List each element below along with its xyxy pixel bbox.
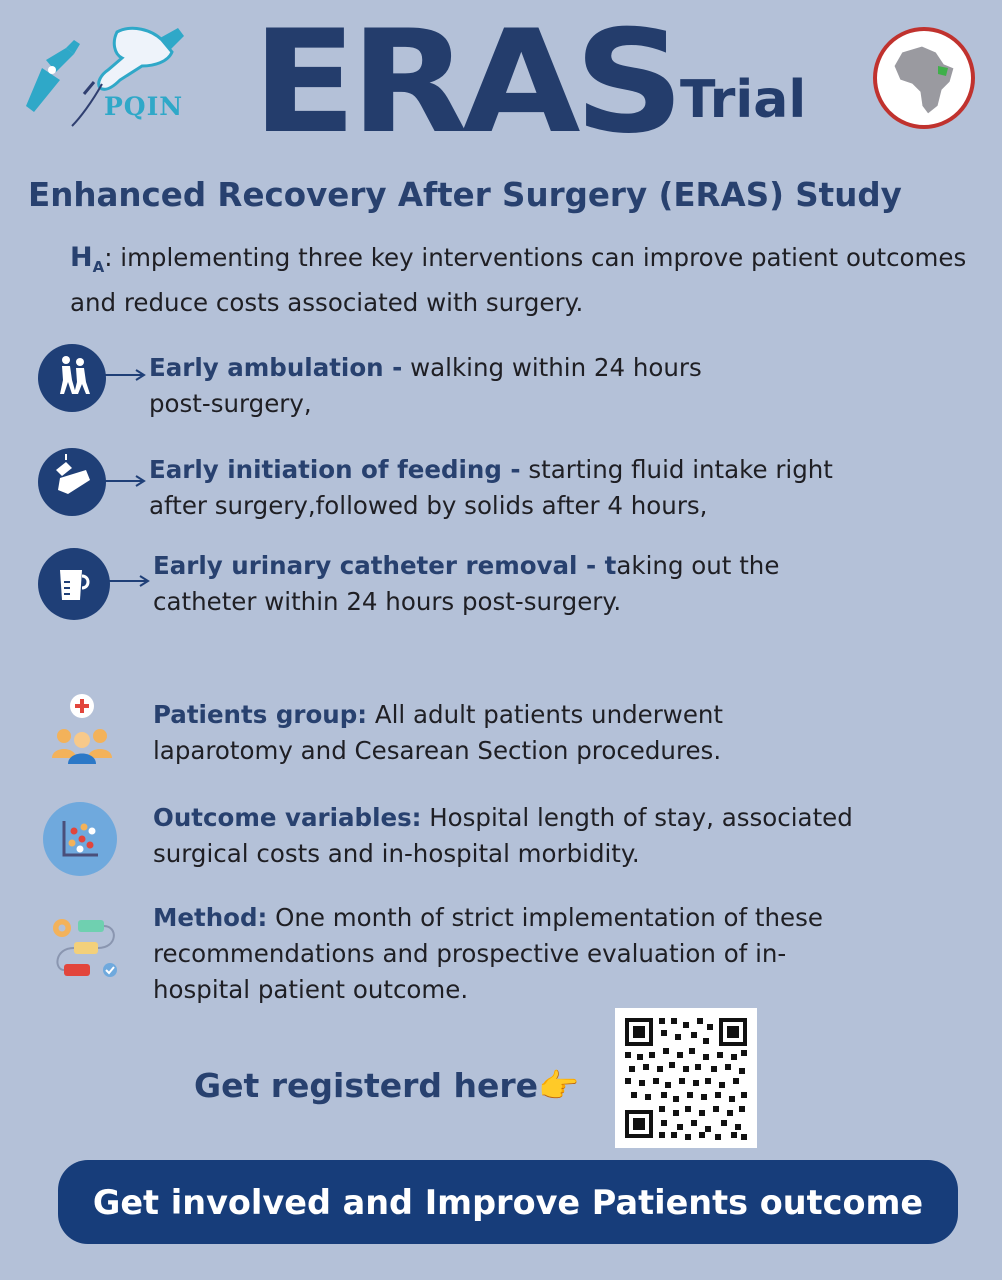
intervention-text-line2: after surgery,followed by solids after 4 hours, bbox=[149, 491, 708, 520]
method-label: Method: bbox=[153, 903, 268, 932]
arrow-right-icon bbox=[108, 574, 152, 588]
patients-group bbox=[153, 697, 723, 769]
method-text: One month of strict implementation of these bbox=[267, 903, 823, 932]
workflow-icon bbox=[48, 912, 124, 986]
intervention-early-catheter-removal bbox=[153, 548, 779, 620]
intervention-text: starting fluid intake right bbox=[520, 455, 833, 484]
hypothesis bbox=[70, 240, 980, 321]
hypothesis-subscript: A bbox=[92, 258, 105, 276]
intervention-lead: Early urinary catheter removal - t bbox=[153, 551, 617, 580]
patients-group-label: Patients group: bbox=[153, 700, 368, 729]
register-prompt bbox=[194, 1066, 579, 1106]
registration-qr-code[interactable] bbox=[615, 1008, 757, 1148]
eras-title: ERAS bbox=[252, 0, 679, 165]
outcome-variables-text: Hospital length of stay, associated bbox=[421, 803, 853, 832]
intervention-lead: Early ambulation - bbox=[149, 353, 403, 382]
africa-map-icon bbox=[872, 26, 976, 130]
intervention-text: aking out the bbox=[616, 551, 780, 580]
intervention-early-ambulation bbox=[149, 350, 702, 422]
method-text-line3: hospital patient outcome. bbox=[153, 975, 469, 1004]
patients-group-text: All adult patients underwent bbox=[367, 700, 724, 729]
patients-group-text-line2: laparotomy and Cesarean Section procedures. bbox=[153, 736, 722, 765]
method bbox=[153, 900, 823, 1008]
patients-group-icon bbox=[46, 692, 118, 766]
hypothesis-symbol: H bbox=[70, 242, 93, 273]
intervention-early-feeding bbox=[149, 452, 833, 524]
method-text-line2: recommendations and prospective evaluation of in- bbox=[153, 939, 787, 968]
hypothesis-text: : implementing three key interventions can improve patient outcomes and reduce costs associated with surgery. bbox=[70, 243, 967, 317]
outcome-variables bbox=[153, 800, 853, 872]
arrow-right-icon bbox=[104, 474, 148, 488]
outcome-variables-label: Outcome variables: bbox=[153, 803, 422, 832]
arrow-right-icon bbox=[104, 368, 148, 382]
intervention-text-line2: post-surgery, bbox=[149, 389, 312, 418]
pointing-hand-icon: 👉 bbox=[538, 1066, 580, 1105]
scatter-chart-icon bbox=[42, 801, 118, 877]
urine-container-icon bbox=[38, 548, 110, 620]
intervention-text-line2: catheter within 24 hours post-surgery. bbox=[153, 587, 622, 616]
feeding-icon bbox=[38, 448, 106, 516]
intervention-lead: Early initiation of feeding - bbox=[149, 455, 521, 484]
trial-word: Trial bbox=[680, 70, 807, 130]
call-to-action-banner: Get involved and Improve Patients outcome bbox=[58, 1160, 958, 1244]
walking-people-icon bbox=[38, 344, 106, 412]
intervention-text: walking within 24 hours bbox=[402, 353, 702, 382]
outcome-variables-text-line2: surgical costs and in-hospital morbidity. bbox=[153, 839, 640, 868]
study-subtitle: Enhanced Recovery After Surgery (ERAS) Study bbox=[28, 176, 902, 214]
pqin-logo-text: PQIN bbox=[104, 92, 184, 121]
register-text: Get registerd here bbox=[194, 1066, 539, 1105]
